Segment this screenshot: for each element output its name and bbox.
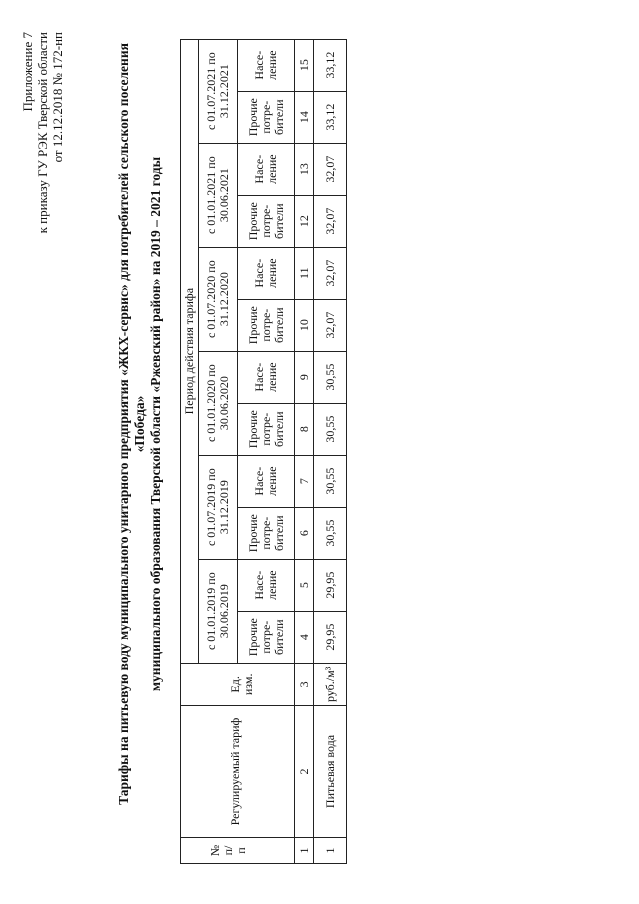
subheader-population: Насе- ление	[238, 455, 295, 507]
tariff-value: 29,95	[314, 559, 347, 611]
title-line-2: муниципального образования Тверской области «Ржевский район» на 2019 – 2021 годы	[148, 156, 163, 692]
column-number: 5	[295, 559, 314, 611]
tariff-value: 33,12	[314, 39, 347, 91]
tariff-value: 30,55	[314, 455, 347, 507]
column-number: 6	[295, 507, 314, 559]
column-number: 3	[295, 663, 314, 705]
subheader-other: Прочие потре- бители	[238, 403, 295, 455]
document-title	[116, 24, 164, 824]
tariff-value: 29,95	[314, 611, 347, 663]
header-number: № п/ п	[181, 838, 295, 864]
tariff-value: 33,12	[314, 91, 347, 143]
column-number: 14	[295, 91, 314, 143]
appendix-line-3: от 12.12.2018 № 172-нп	[50, 32, 65, 163]
column-number: 8	[295, 403, 314, 455]
subheader-other: Прочие потре- бители	[238, 299, 295, 351]
column-number: 1	[295, 838, 314, 864]
period-3: с 01.01.2020 по 30.06.2020	[199, 351, 238, 455]
tariff-value: 32,07	[314, 195, 347, 247]
header-period: Период действия тарифа	[181, 39, 199, 663]
subheader-other: Прочие потре- бители	[238, 195, 295, 247]
tariff-value: 32,07	[314, 299, 347, 351]
period-6: с 01.07.2021 по 31.12.2021	[199, 39, 238, 143]
title-line-1: Тарифы на питьевую воду муниципального унитарного предприятия «ЖКХ-сервис» для потребителей сельского поселения «Победа»	[116, 43, 147, 805]
column-number: 2	[295, 706, 314, 838]
tariff-value: 32,07	[314, 247, 347, 299]
subheader-other: Прочие потре- бители	[238, 91, 295, 143]
header-unit: Ед. изм.	[181, 663, 295, 705]
period-5: с 01.01.2021 по 30.06.2021	[199, 143, 238, 247]
row-tariff-name: Питьевая вода	[314, 706, 347, 838]
column-number: 13	[295, 143, 314, 195]
appendix-line-1: Приложение 7	[20, 32, 35, 112]
column-number-row	[295, 39, 314, 863]
column-number: 15	[295, 39, 314, 91]
subheader-other: Прочие потре- бители	[238, 507, 295, 559]
subheader-population: Насе- ление	[238, 39, 295, 91]
table-row	[314, 39, 347, 863]
subheader-population: Насе- ление	[238, 351, 295, 403]
subheader-population: Насе- ление	[238, 143, 295, 195]
column-number: 12	[295, 195, 314, 247]
period-1: с 01.01.2019 по 30.06.2019	[199, 559, 238, 663]
appendix-header	[20, 32, 65, 233]
subheader-population: Насе- ление	[238, 247, 295, 299]
subheader-population: Насе- ление	[238, 559, 295, 611]
row-number: 1	[314, 838, 347, 864]
tariff-value: 30,55	[314, 403, 347, 455]
period-4: с 01.07.2020 по 31.12.2020	[199, 247, 238, 351]
column-number: 7	[295, 455, 314, 507]
column-number: 9	[295, 351, 314, 403]
tariff-value: 30,55	[314, 351, 347, 403]
column-number: 4	[295, 611, 314, 663]
period-2: с 01.07.2019 по 31.12.2019	[199, 455, 238, 559]
row-unit: руб./м³	[314, 663, 347, 705]
tariff-value: 32,07	[314, 143, 347, 195]
column-number: 11	[295, 247, 314, 299]
appendix-line-2: к приказу ГУ РЭК Тверской области	[35, 32, 50, 234]
header-tariff: Регулируемый тариф	[181, 706, 295, 838]
tariff-table	[180, 39, 347, 864]
subheader-other: Прочие потре- бители	[238, 611, 295, 663]
tariff-value: 30,55	[314, 507, 347, 559]
column-number: 10	[295, 299, 314, 351]
